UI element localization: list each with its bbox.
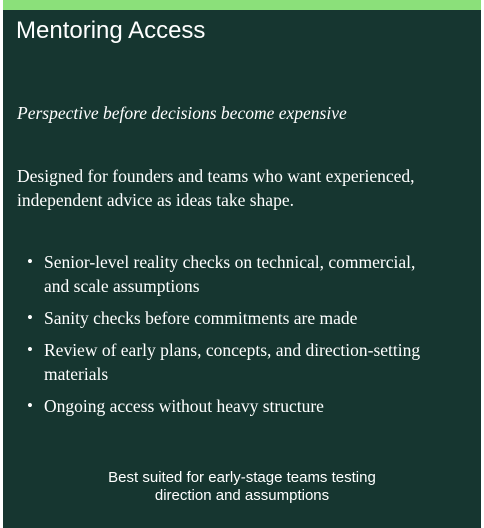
footer-note-line: Best suited for early-stage teams testing — [108, 469, 376, 486]
feature-item — [17, 338, 437, 386]
feature-item — [17, 306, 437, 330]
accent-bar — [3, 0, 481, 10]
footer-note-line: direction and assumptions — [154, 487, 330, 504]
feature-text: Ongoing access without heavy structure — [44, 396, 324, 416]
feature-list — [17, 250, 437, 426]
bullet-icon: • — [27, 340, 33, 359]
card-tagline: Perspective before decisions become expensive — [17, 103, 347, 123]
feature-text: Senior-level reality checks on technical, commercial, and scale assumptions — [44, 252, 416, 296]
feature-text: Sanity checks before commitments are made — [44, 308, 358, 328]
bullet-icon: • — [27, 308, 33, 327]
mentoring-access-card — [3, 0, 481, 528]
bullet-icon: • — [27, 396, 33, 415]
feature-text: Review of early plans, concepts, and direction-setting materials — [44, 340, 421, 384]
card-intro: Designed for founders and teams who want experienced, independent advice as ideas take shape. — [17, 166, 415, 210]
footer-note — [3, 469, 481, 505]
feature-item — [17, 394, 437, 418]
feature-item — [17, 250, 437, 298]
bullet-icon: • — [27, 252, 33, 271]
card-title: Mentoring Access — [16, 17, 206, 44]
